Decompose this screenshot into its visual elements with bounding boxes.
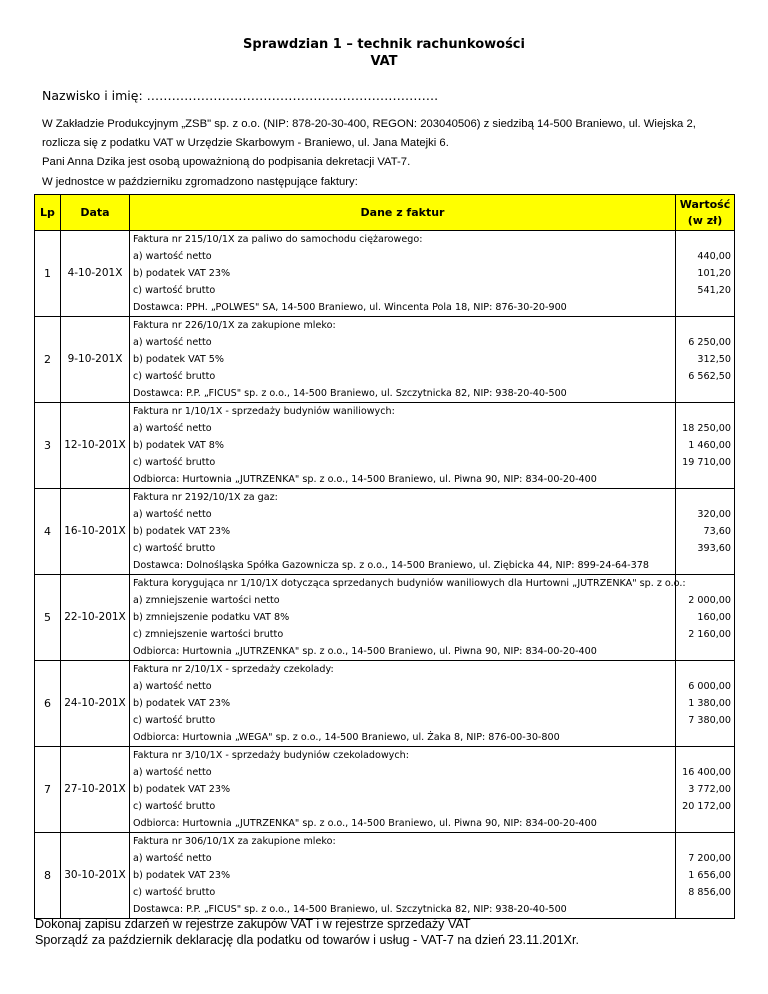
invoice-line: b) podatek VAT 23% xyxy=(130,867,676,884)
invoice-line: c) wartość brutto xyxy=(130,368,676,385)
page-title: Sprawdzian 1 – technik rachunkowości xyxy=(243,37,525,52)
invoice-value xyxy=(676,557,735,575)
invoice-value: 7 380,00 xyxy=(676,712,735,729)
invoice-line: c) wartość brutto xyxy=(130,798,676,815)
row-date: 4-10-201X xyxy=(61,231,130,317)
page-subtitle: VAT xyxy=(370,54,398,69)
invoice-line: a) zmniejszenie wartości netto xyxy=(130,592,676,609)
header-wartosc: Wartość (w zł) xyxy=(676,195,735,231)
invoice-value: 160,00 xyxy=(676,609,735,626)
invoice-party: Dostawca: P.P. „FICUS" sp. z o.o., 14-500 Braniewo, ul. Szczytnicka 82, NIP: 938-20-40-500 xyxy=(130,385,676,403)
table-row xyxy=(35,403,735,421)
invoice-value xyxy=(676,403,735,421)
table-row xyxy=(35,334,735,351)
row-lp: 2 xyxy=(35,317,61,403)
intro-line-2: rozlicza się z podatku VAT w Urzędzie Skarbowym - Braniewo, ul. Jana Matejki 6. xyxy=(42,137,449,149)
invoice-value: 541,20 xyxy=(676,282,735,299)
table-row xyxy=(35,901,735,919)
task-line-1: Dokonaj zapisu zdarzeń w rejestrze zakupów VAT i w rejestrze sprzedaży VAT xyxy=(35,917,471,931)
invoice-line: a) wartość netto xyxy=(130,420,676,437)
table-row xyxy=(35,523,735,540)
intro-line-1: W Zakładzie Produkcyjnym „ZSB" sp. z o.o. (NIP: 878-20-30-400, REGON: 203040506) z siedzibą 14-500 Braniewo, ul. Wiejska 2, xyxy=(42,118,696,130)
row-date: 16-10-201X xyxy=(61,489,130,575)
table-row xyxy=(35,609,735,626)
invoice-value xyxy=(676,317,735,335)
invoice-line: b) podatek VAT 23% xyxy=(130,265,676,282)
table-row xyxy=(35,643,735,661)
invoice-value: 3 772,00 xyxy=(676,781,735,798)
invoice-line: c) zmniejszenie wartości brutto xyxy=(130,626,676,643)
table-row xyxy=(35,695,735,712)
invoice-value: 2 160,00 xyxy=(676,626,735,643)
table-row xyxy=(35,747,735,765)
invoice-value: 6 000,00 xyxy=(676,678,735,695)
table-row xyxy=(35,540,735,557)
invoice-value: 6 250,00 xyxy=(676,334,735,351)
row-date: 27-10-201X xyxy=(61,747,130,833)
invoice-value xyxy=(676,815,735,833)
invoice-title: Faktura nr 2192/10/1X za gaz: xyxy=(130,489,676,507)
invoice-party: Dostawca: P.P. „FICUS" sp. z o.o., 14-500 Braniewo, ul. Szczytnicka 82, NIP: 938-20-40-500 xyxy=(130,901,676,919)
invoice-line: c) wartość brutto xyxy=(130,884,676,901)
invoice-title: Faktura nr 215/10/1X za paliwo do samochodu ciężarowego: xyxy=(130,231,676,249)
table-row xyxy=(35,471,735,489)
row-lp: 6 xyxy=(35,661,61,747)
invoice-value: 393,60 xyxy=(676,540,735,557)
invoice-party: Dostawca: Dolnośląska Spółka Gazownicza sp. z o.o., 14-500 Braniewo, ul. Ziębicka 44, NIP: 899-24-64-378 xyxy=(130,557,676,575)
invoice-table-body xyxy=(35,231,735,919)
invoice-line: b) podatek VAT 8% xyxy=(130,437,676,454)
invoice-line: c) wartość brutto xyxy=(130,454,676,471)
table-row xyxy=(35,248,735,265)
invoice-value: 20 172,00 xyxy=(676,798,735,815)
invoice-line: a) wartość netto xyxy=(130,506,676,523)
invoice-line: a) wartość netto xyxy=(130,248,676,265)
invoice-value: 1 656,00 xyxy=(676,867,735,884)
table-row xyxy=(35,815,735,833)
invoice-line: b) zmniejszenie podatku VAT 8% xyxy=(130,609,676,626)
invoice-value: 320,00 xyxy=(676,506,735,523)
invoice-value xyxy=(676,661,735,679)
row-date: 12-10-201X xyxy=(61,403,130,489)
table-row xyxy=(35,729,735,747)
table-row xyxy=(35,385,735,403)
header-dane: Dane z faktur xyxy=(130,195,676,231)
row-lp: 1 xyxy=(35,231,61,317)
invoice-party: Odbiorca: Hurtownia „JUTRZENKA" sp. z o.o., 14-500 Braniewo, ul. Piwna 90, NIP: 834-00-20-400 xyxy=(130,815,676,833)
invoice-value: 1 460,00 xyxy=(676,437,735,454)
table-row xyxy=(35,884,735,901)
row-lp: 4 xyxy=(35,489,61,575)
row-lp: 8 xyxy=(35,833,61,919)
row-date: 24-10-201X xyxy=(61,661,130,747)
table-row xyxy=(35,867,735,884)
invoice-value: 7 200,00 xyxy=(676,850,735,867)
invoice-line: c) wartość brutto xyxy=(130,282,676,299)
invoice-party: Odbiorca: Hurtownia „JUTRZENKA" sp. z o.o., 14-500 Braniewo, ul. Piwna 90, NIP: 834-00-20-400 xyxy=(130,471,676,489)
header-data: Data xyxy=(61,195,130,231)
table-row xyxy=(35,575,735,593)
invoice-title: Faktura korygująca nr 1/10/1X dotycząca sprzedanych budyniów waniliowych dla Hurtowni „JUTRZENKA" sp. z o.o.: xyxy=(130,575,676,593)
name-line: Nazwisko i imię: ……………………………………………………………. xyxy=(42,88,439,103)
invoice-value: 440,00 xyxy=(676,248,735,265)
table-header-row xyxy=(35,195,735,231)
table-row xyxy=(35,299,735,317)
invoice-value: 19 710,00 xyxy=(676,454,735,471)
invoice-value: 18 250,00 xyxy=(676,420,735,437)
table-row xyxy=(35,833,735,851)
invoice-value: 312,50 xyxy=(676,351,735,368)
invoice-value xyxy=(676,643,735,661)
invoice-value xyxy=(676,471,735,489)
invoice-line: c) wartość brutto xyxy=(130,540,676,557)
table-row xyxy=(35,557,735,575)
intro-line-3: Pani Anna Dzika jest osobą upoważnioną do podpisania dekretacji VAT-7. xyxy=(42,156,411,168)
invoice-party: Odbiorca: Hurtownia „WEGA" sp. z o.o., 14-500 Braniewo, ul. Żaka 8, NIP: 876-00-30-800 xyxy=(130,729,676,747)
table-row xyxy=(35,231,735,249)
invoice-title: Faktura nr 2/10/1X - sprzedaży czekolady: xyxy=(130,661,676,679)
invoice-line: a) wartość netto xyxy=(130,850,676,867)
invoice-value xyxy=(676,489,735,507)
invoice-value xyxy=(676,747,735,765)
invoice-title: Faktura nr 306/10/1X za zakupione mleko: xyxy=(130,833,676,851)
table-row xyxy=(35,506,735,523)
table-row xyxy=(35,626,735,643)
invoice-line: c) wartość brutto xyxy=(130,712,676,729)
table-row xyxy=(35,850,735,867)
invoice-value: 6 562,50 xyxy=(676,368,735,385)
table-row xyxy=(35,661,735,679)
table-row xyxy=(35,265,735,282)
invoice-value: 101,20 xyxy=(676,265,735,282)
invoice-value xyxy=(676,385,735,403)
row-date: 22-10-201X xyxy=(61,575,130,661)
row-lp: 5 xyxy=(35,575,61,661)
invoice-value xyxy=(676,231,735,249)
invoice-value: 2 000,00 xyxy=(676,592,735,609)
table-row xyxy=(35,712,735,729)
table-row xyxy=(35,420,735,437)
invoice-line: a) wartość netto xyxy=(130,334,676,351)
table-row xyxy=(35,489,735,507)
invoice-line: a) wartość netto xyxy=(130,678,676,695)
row-lp: 3 xyxy=(35,403,61,489)
invoice-value xyxy=(676,729,735,747)
header-lp: Lp xyxy=(35,195,61,231)
invoice-line: b) podatek VAT 23% xyxy=(130,523,676,540)
row-date: 30-10-201X xyxy=(61,833,130,919)
invoice-value: 1 380,00 xyxy=(676,695,735,712)
invoice-title: Faktura nr 1/10/1X - sprzedaży budyniów waniliowych: xyxy=(130,403,676,421)
table-row xyxy=(35,282,735,299)
table-row xyxy=(35,798,735,815)
row-lp: 7 xyxy=(35,747,61,833)
table-row xyxy=(35,454,735,471)
invoice-value: 16 400,00 xyxy=(676,764,735,781)
table-row xyxy=(35,678,735,695)
invoice-line: b) podatek VAT 5% xyxy=(130,351,676,368)
table-row xyxy=(35,437,735,454)
task-line-2: Sporządź za październik deklarację dla podatku od towarów i usług - VAT-7 na dzień 23.11.201Xr. xyxy=(35,933,579,947)
invoice-value: 8 856,00 xyxy=(676,884,735,901)
invoice-line: b) podatek VAT 23% xyxy=(130,781,676,798)
table-row xyxy=(35,592,735,609)
invoice-line: b) podatek VAT 23% xyxy=(130,695,676,712)
table-row xyxy=(35,764,735,781)
invoice-table xyxy=(34,194,735,919)
invoice-value: 73,60 xyxy=(676,523,735,540)
row-date: 9-10-201X xyxy=(61,317,130,403)
intro-line-4: W jednostce w październiku zgromadzono następujące faktury: xyxy=(42,176,358,188)
invoice-value xyxy=(676,299,735,317)
invoice-party: Odbiorca: Hurtownia „JUTRZENKA" sp. z o.o., 14-500 Braniewo, ul. Piwna 90, NIP: 834-00-20-400 xyxy=(130,643,676,661)
invoice-title: Faktura nr 3/10/1X - sprzedaży budyniów czekoladowych: xyxy=(130,747,676,765)
table-row xyxy=(35,781,735,798)
invoice-value xyxy=(676,901,735,919)
invoice-title: Faktura nr 226/10/1X za zakupione mleko: xyxy=(130,317,676,335)
invoice-line: a) wartość netto xyxy=(130,764,676,781)
table-row xyxy=(35,368,735,385)
invoice-value xyxy=(676,833,735,851)
table-row xyxy=(35,317,735,335)
table-row xyxy=(35,351,735,368)
invoice-party: Dostawca: PPH. „POLWES" SA, 14-500 Braniewo, ul. Wincenta Pola 18, NIP: 876-30-20-900 xyxy=(130,299,676,317)
